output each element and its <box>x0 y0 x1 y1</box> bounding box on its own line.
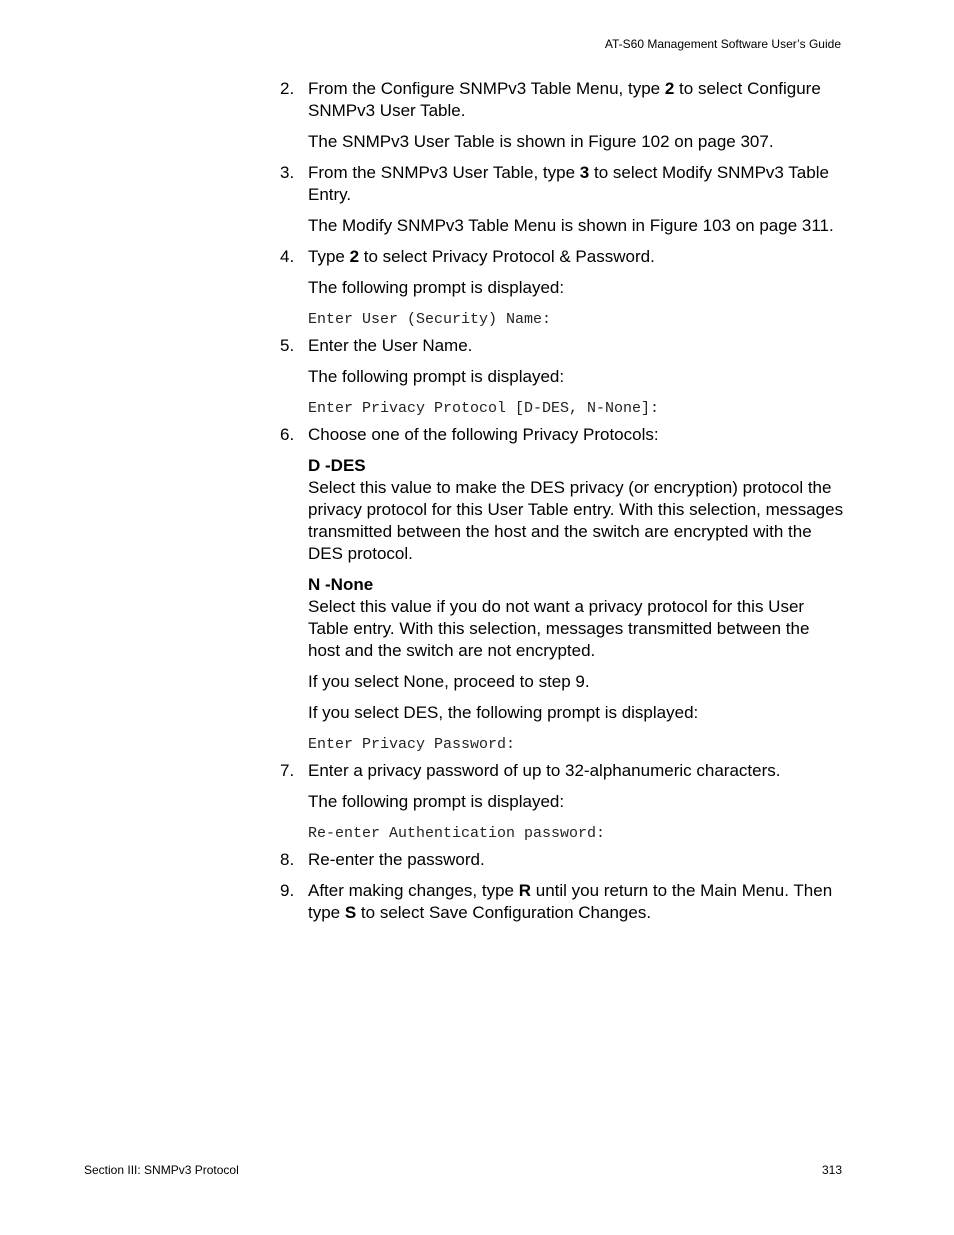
instructions <box>280 78 845 924</box>
option-des <box>280 455 845 565</box>
option-des-term: D -DES <box>308 456 366 475</box>
step-3: 3. From the SNMPv3 User Table, type 3 to select Modify SNMPv3 Table Entry. <box>280 163 829 204</box>
step-6-note-none: If you select None, proceed to step 9. <box>308 672 590 691</box>
running-header: AT-S60 Management Software User’s Guide <box>604 37 841 51</box>
step-5: 5. Enter the User Name. <box>280 336 473 355</box>
step-5-note: The following prompt is displayed: <box>308 367 565 386</box>
step-number: 4. <box>280 247 295 266</box>
step-8: 8. Re-enter the password. <box>280 850 485 869</box>
step-7: 7. Enter a privacy password of up to 32-alphanumeric characters. <box>280 761 781 780</box>
step-number: 8. <box>280 850 295 869</box>
step-number: 3. <box>280 163 295 182</box>
step-number: 6. <box>280 425 295 444</box>
step-7-note: The following prompt is displayed: <box>308 792 565 811</box>
option-none-description: Select this value if you do not want a privacy protocol for this User Table entry. With this selection, messages transmitted between the host and the switch are not encrypted. <box>308 597 810 660</box>
step-number: 2. <box>280 79 295 98</box>
prompt-user-name: Enter User (Security) Name: <box>308 311 552 328</box>
step-6: 6. Choose one of the following Privacy Protocols: <box>280 425 659 444</box>
option-des-description: Select this value to make the DES privacy (or encryption) protocol the privacy protocol for this User Table entry. With this selection, messages transmitted between the host and the switch are encrypted with the DES protocol. <box>308 478 844 563</box>
step-4: 4. Type 2 to select Privacy Protocol & Password. <box>280 247 655 266</box>
footer-section: Section III: SNMPv3 Protocol <box>84 1163 239 1177</box>
step-number: 5. <box>280 336 295 355</box>
step-6-note-des: If you select DES, the following prompt is displayed: <box>308 703 699 722</box>
prompt-privacy-password: Enter Privacy Password: <box>308 736 516 753</box>
option-none-term: N -None <box>308 575 374 594</box>
option-none <box>280 574 845 662</box>
step-2: 2. From the Configure SNMPv3 Table Menu, type 2 to select Configure SNMPv3 User Table. <box>280 79 821 120</box>
prompt-privacy-protocol: Enter Privacy Protocol [D-DES, N-None]: <box>308 400 660 417</box>
step-number: 9. <box>280 881 295 900</box>
step-9: 9. After making changes, type R until you return to the Main Menu. Then type S to select Save Configuration Changes. <box>280 881 833 922</box>
step-2-note: The SNMPv3 User Table is shown in Figure 102 on page 307. <box>308 132 774 151</box>
page-number: 313 <box>822 1163 843 1177</box>
step-number: 7. <box>280 761 295 780</box>
step-4-note: The following prompt is displayed: <box>308 278 565 297</box>
step-3-note: The Modify SNMPv3 Table Menu is shown in Figure 103 on page 311. <box>308 216 834 235</box>
prompt-reenter-password: Re-enter Authentication password: <box>308 825 606 842</box>
